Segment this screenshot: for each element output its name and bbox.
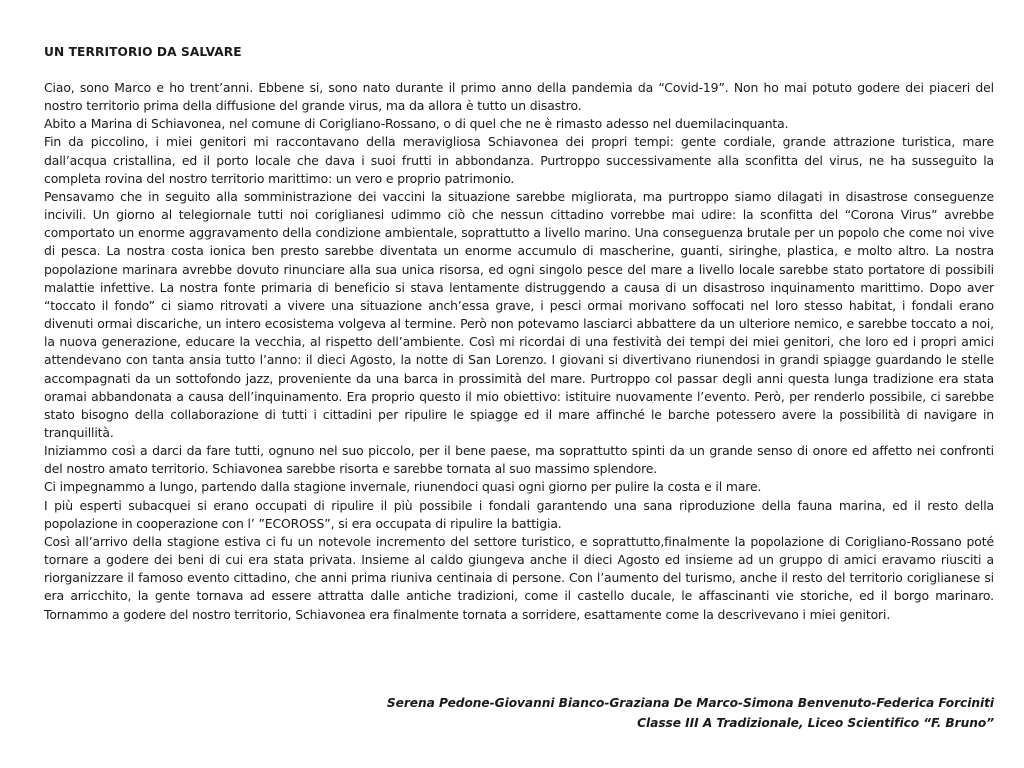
paragraph-intro: Ciao, sono Marco e ho trent’anni. Ebbene si, sono nato durante il primo anno della pandemia da “Covid-19”. Non ho mai potuto godere dei piaceri del nostro territorio prima della diffusione del grande virus, ma da allora è tutto un disastro. bbox=[44, 80, 994, 114]
document-title: UN TERRITORIO DA SALVARE bbox=[44, 45, 242, 59]
signature-authors: Serena Pedone-Giovanni Bianco-Graziana De Marco-Simona Benvenuto-Federica Forciniti bbox=[386, 696, 994, 710]
signature-school: Classe III A Tradizionale, Liceo Scientifico “F. Bruno” bbox=[637, 715, 994, 730]
paragraph-pollution: Pensavamo che in seguito alla somministrazione dei vaccini la situazione sarebbe migliorata, ma purtroppo siamo dilagati in disastrose conseguenze incivili. Un giorno al telegiornale tutti noi coriglianesi udimmo ciò che nessun cittadino vorrebbe mai udire: la sconfitta del “Corona Virus” avrebbe comportato un enorme aggravamento della condizione ambientale, soprattutto a livello marino. Una conseguenza brutale per un popolo che come noi vive di pesca. La nostra costa ionica ben presto sarebbe diventata un enorme accumulo di mascherine, guanti, siringhe, plastica, e molto altro. La nostra popolazione marinara avrebbe dovuto rinunciare alla sua unica risorsa, ed ogni singolo pesce del mare a livello locale sarebbe stato portatore di possibili malattie infettive. La nostra fonte primaria di beneficio si stava lentamente distruggendo a causa di un disastroso inquinamento marittimo. Dopo aver “toccato il fondo” ci siamo ritrovati a vivere una situazione anch’essa grave, i pesci ormai morivano soffocati nel loro stesso habitat, i fondali erano divenuti ormai discariche, un intero ecosistema volgeva al termine. Però non potevamo lasciarci abbattere da un ulteriore nemico, e sarebbe toccato a noi, la nuova generazione, educare la vecchia, al rispetto dell’ambiente. Così mi ricordai di una festività dei tempi dei miei genitori, che loro ed i propri amici attendevano con tanta ansia tutto l’anno: il dieci Agosto, la notte di San Lorenzo. I giovani si divertivano riunendosi in grandi spiagge guardando le stelle accompagnati da un sottofondo jazz, proveniente da una barca in prossimità del mare. Purtroppo col passar degli anni questa lunga tradizione era stata oramai abbandonata a causa dell’inquinamento. Era proprio questo il mio obiettivo: istituire nuovamente l’evento. Però, per renderlo possibile, ci sarebbe stato bisogno della collaborazione di tutti i cittadini per ripulire le spiagge ed il mare affinché le barche potessero avere la possibilità di navigare in tranquillità. bbox=[44, 188, 994, 440]
paragraph-childhood: Fin da piccolino, i miei genitori mi raccontavano della meravigliosa Schiavonea dei propri tempi: gente cordiale, grande attrazione turistica, mare dall’acqua cristallina, ed il porto locale che dava i suoi frutti in abbondanza. Purtroppo successivamente alla sconfitta del virus, ne ha susseguito la completa rovina del nostro territorio marittimo: un vero e proprio patrimonio. bbox=[44, 134, 994, 186]
paragraph-conclusion: Così all’arrivo della stagione estiva ci fu un notevole incremento del settore turistico, e soprattutto,finalmente la popolazione di Corigliano-Rossano poté tornare a godere dei beni di cui era stata privata. Insieme al caldo giungeva anche il dieci Agosto ed insieme ad un gruppo di amici eravamo riusciti a riorganizzare il famoso evento cittadino, che anni prima riuniva centinaia di persone. Con l’aumento del turismo, anche il resto del territorio coriglianese si era arricchito, la gente tornava ad essere attratta dalle antiche tradizioni, come il castello ducale, le affascinanti vie storiche, ed il borgo marinaro. Tornammo a godere del nostro territorio, Schiavonea era finalmente tornata a sorridere, esattamente come la descrivevano i miei genitori. bbox=[44, 533, 994, 622]
paragraph-commitment: Ci impegnammo a lungo, partendo dalla stagione invernale, riunendoci quasi ogni giorno per pulire la costa e il mare. bbox=[44, 479, 762, 495]
paragraph-residence: Abito a Marina di Schiavonea, nel comune di Corigliano-Rossano, o di quel che ne è rimasto adesso nel duemilacinquanta. bbox=[44, 116, 789, 132]
paragraph-effort: Iniziammo così a darci da fare tutti, ognuno nel suo piccolo, per il bene paese, ma soprattutto spinti da un grande senso di onore ed affetto nei confronti del nostro amato territorio. Schiavonea sarebbe risorta e sarebbe tornata al suo massimo splendore. bbox=[44, 443, 994, 477]
document-page bbox=[44, 44, 994, 624]
signature-block bbox=[387, 694, 994, 733]
document-body bbox=[44, 79, 994, 624]
paragraph-divers: I più esperti subacquei si erano occupati di ripulire il più possibile i fondali garantendo una sana riproduzione della fauna marina, ed il resto della popolazione in cooperazione con l’ ”ECOROSS”, si era occupata di ripulire la battigia. bbox=[44, 497, 994, 531]
